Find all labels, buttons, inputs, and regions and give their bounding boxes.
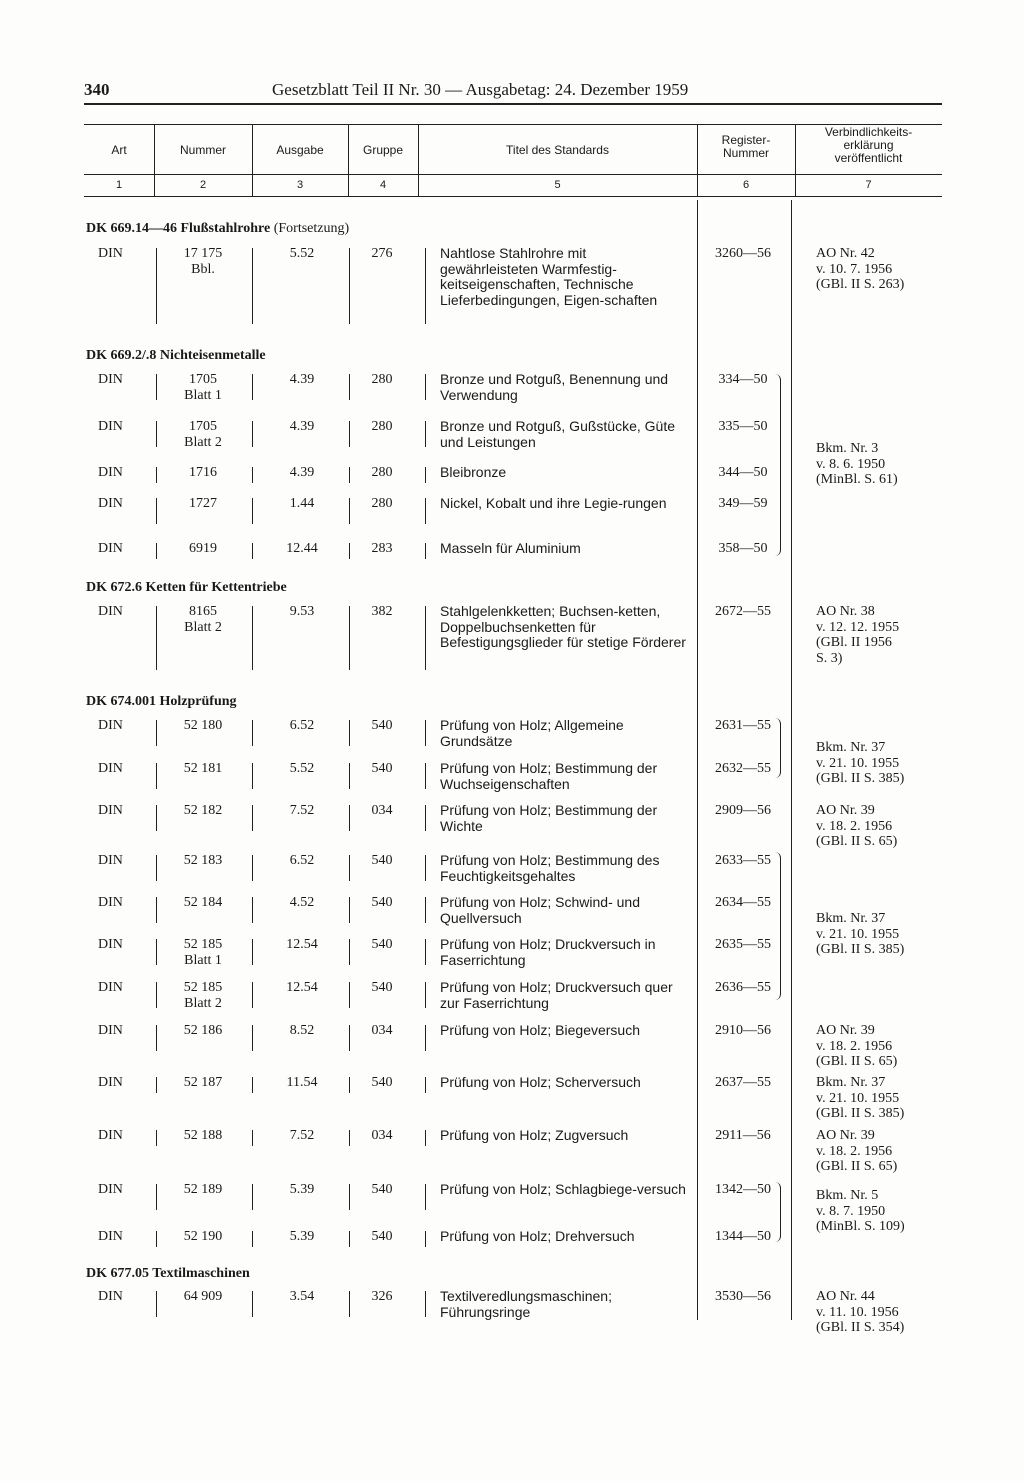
cell-divider: [425, 855, 426, 881]
cell-ausgabe: 7.52: [289, 803, 315, 818]
cell-nummer: 52 184: [183, 895, 223, 910]
cell-ausgabe: 4.52: [289, 895, 315, 910]
cell-gruppe: 540: [371, 1075, 393, 1090]
cell-art: DIN: [98, 604, 123, 619]
cell-nummer: 1705 Blatt 1: [184, 372, 222, 403]
cell-divider: [425, 1130, 426, 1146]
cell-divider: [156, 1231, 157, 1247]
cell-register: 3530—56: [715, 1289, 771, 1304]
cell-verbindlich: AO Nr. 44 v. 11. 10. 1956 (GBl. II S. 354): [816, 1289, 905, 1335]
cell-divider: [349, 421, 350, 447]
cell-divider: [425, 498, 426, 524]
cell-art: DIN: [98, 1128, 123, 1143]
cell-nummer: 52 186: [183, 1023, 223, 1038]
cell-divider: [425, 720, 426, 746]
cell-gruppe: 540: [371, 1182, 393, 1197]
cell-art: DIN: [98, 980, 123, 995]
cell-titel: Nahtlose Stahlrohre mit gewährleisteten Warmfestig-keitseigenschaften, Technische Lieferbedingungen, Eigen-schaften: [440, 245, 658, 308]
cell-divider: [425, 1077, 426, 1093]
cell-divider: [349, 467, 350, 483]
cell-ausgabe: 7.52: [289, 1128, 315, 1143]
cell-art: DIN: [98, 419, 123, 434]
cell-verbindlich: AO Nr. 38 v. 12. 12. 1955 (GBl. II 1956 S. 3): [816, 604, 900, 666]
cell-verbindlich: Bkm. Nr. 37 v. 21. 10. 1955 (GBl. II S. 385): [816, 740, 905, 786]
cell-titel: Prüfung von Holz; Bestimmung der Wuchseigenschaften: [440, 760, 658, 792]
page-number: 340: [84, 80, 110, 99]
cell-divider: [425, 939, 426, 965]
cell-nummer: 52 185 Blatt 1: [183, 937, 223, 968]
cell-divider: [156, 374, 157, 400]
cell-gruppe: 540: [371, 761, 393, 776]
cell-ausgabe: 6.52: [289, 718, 315, 733]
cell-gruppe: 540: [371, 980, 393, 995]
cell-register: 2636—55: [715, 980, 771, 995]
cell-verbindlich: Bkm. Nr. 3 v. 8. 6. 1950 (MinBl. S. 61): [816, 441, 898, 487]
cell-divider: [252, 1231, 253, 1247]
col-header-nummer: Nummer: [179, 143, 226, 157]
brace: [774, 718, 781, 778]
cell-art: DIN: [98, 718, 123, 733]
cell-divider: [156, 855, 157, 881]
cell-divider: [252, 1130, 253, 1146]
cell-divider: [349, 939, 350, 965]
cell-divider: [252, 720, 253, 746]
cell-ausgabe: 4.39: [289, 465, 315, 480]
cell-register: 335—50: [718, 419, 768, 434]
cell-divider: [349, 606, 350, 670]
cell-divider: [349, 543, 350, 559]
cell-gruppe: 540: [371, 937, 393, 952]
cell-divider: [156, 1077, 157, 1093]
cell-divider: [252, 982, 253, 1008]
cell-gruppe: 280: [371, 419, 393, 434]
cell-divider: [156, 543, 157, 559]
cell-ausgabe: 12.54: [286, 980, 318, 995]
cell-nummer: 52 189: [183, 1182, 223, 1197]
cell-verbindlich: Bkm. Nr. 5 v. 8. 7. 1950 (MinBl. S. 109): [816, 1188, 905, 1234]
cell-divider: [156, 805, 157, 831]
cell-register: 2631—55: [715, 718, 771, 733]
cell-divider: [349, 498, 350, 524]
cell-register: 344—50: [718, 465, 768, 480]
cell-divider: [349, 248, 350, 324]
brace: [774, 1182, 781, 1242]
cell-register: 2635—55: [715, 937, 771, 952]
cell-titel: Prüfung von Holz; Bestimmung des Feuchtigkeitsgehaltes: [440, 852, 660, 884]
cell-divider: [252, 498, 253, 524]
cell-divider: [349, 1025, 350, 1051]
section-heading: DK 669.2/.8 Nichteisenmetalle: [86, 348, 266, 363]
cell-divider: [156, 421, 157, 447]
cell-gruppe: 280: [371, 465, 393, 480]
cell-divider: [349, 1077, 350, 1093]
cell-register: 2911—56: [715, 1128, 771, 1143]
cell-art: DIN: [98, 496, 123, 511]
cell-nummer: 52 180: [183, 718, 223, 733]
cell-divider: [425, 897, 426, 923]
cell-divider: [425, 374, 426, 400]
col-header-verbindlich: Verbindlichkeits- erklärung veröffentlicht: [824, 125, 913, 165]
cell-gruppe: 382: [371, 604, 393, 619]
cell-divider: [252, 543, 253, 559]
cell-divider: [156, 467, 157, 483]
cell-register: 334—50: [718, 372, 768, 387]
cell-divider: [252, 855, 253, 881]
section-heading: DK 674.001 Holzprüfung: [86, 694, 237, 709]
cell-art: DIN: [98, 853, 123, 868]
section-heading: DK 669.14—46 Flußstahlrohre (Fortsetzung): [86, 221, 350, 236]
cell-nummer: 52 190: [183, 1229, 223, 1244]
cell-art: DIN: [98, 1229, 123, 1244]
cell-divider: [252, 763, 253, 789]
cell-register: 2910—56: [715, 1023, 771, 1038]
cell-ausgabe: 9.53: [289, 604, 315, 619]
cell-gruppe: 540: [371, 718, 393, 733]
cell-divider: [252, 897, 253, 923]
cell-nummer: 6919: [189, 541, 217, 556]
cell-divider: [425, 982, 426, 1008]
col-index: 6: [742, 179, 750, 191]
col-header-art: Art: [111, 143, 127, 157]
cell-divider: [156, 248, 157, 324]
cell-gruppe: 540: [371, 853, 393, 868]
table-top-rule: [84, 124, 942, 125]
cell-register: 2637—55: [715, 1075, 771, 1090]
cell-register: 2632—55: [715, 761, 771, 776]
cell-divider: [156, 1025, 157, 1051]
cell-divider: [425, 467, 426, 483]
section-heading: DK 672.6 Ketten für Kettentriebe: [86, 580, 287, 595]
cell-verbindlich: Bkm. Nr. 37 v. 21. 10. 1955 (GBl. II S. 385): [816, 911, 905, 957]
cell-register: 3260—56: [715, 246, 771, 261]
col-header-ausgabe: Ausgabe: [276, 143, 324, 157]
cell-ausgabe: 12.54: [286, 937, 318, 952]
cell-nummer: 52 181: [183, 761, 223, 776]
register-col-right-rule: [791, 200, 792, 1320]
cell-verbindlich: AO Nr. 39 v. 18. 2. 1956 (GBl. II S. 65): [816, 803, 898, 849]
cell-register: 349—59: [718, 496, 768, 511]
cell-divider: [349, 1231, 350, 1247]
cell-divider: [252, 421, 253, 447]
cell-divider: [349, 720, 350, 746]
cell-nummer: 52 187: [183, 1075, 223, 1090]
cell-nummer: 52 188: [183, 1128, 223, 1143]
cell-art: DIN: [98, 541, 123, 556]
cell-art: DIN: [98, 1182, 123, 1197]
cell-nummer: 52 183: [183, 853, 223, 868]
cell-register: 2633—55: [715, 853, 771, 868]
cell-ausgabe: 3.54: [289, 1289, 315, 1304]
cell-nummer: 52 185 Blatt 2: [183, 980, 223, 1011]
cell-verbindlich: AO Nr. 39 v. 18. 2. 1956 (GBl. II S. 65): [816, 1128, 898, 1174]
cell-register: 2672—55: [715, 604, 771, 619]
cell-ausgabe: 4.39: [289, 372, 315, 387]
col-index: 4: [379, 179, 387, 191]
cell-nummer: 1727: [189, 496, 217, 511]
cell-titel: Prüfung von Holz; Druckversuch quer zur Faserrichtung: [440, 979, 673, 1011]
cell-gruppe: 540: [371, 895, 393, 910]
cell-titel: Bleibronze: [440, 464, 507, 480]
cell-divider: [425, 1291, 426, 1317]
cell-titel: Bronze und Rotguß, Gußstücke, Güte und Leistungen: [440, 418, 676, 450]
cell-titel: Prüfung von Holz; Allgemeine Grundsätze: [440, 717, 624, 749]
cell-divider: [425, 1231, 426, 1247]
cell-art: DIN: [98, 937, 123, 952]
cell-titel: Prüfung von Holz; Biegeversuch: [440, 1022, 640, 1038]
cell-art: DIN: [98, 761, 123, 776]
cell-divider: [156, 982, 157, 1008]
cell-divider: [425, 1025, 426, 1051]
cell-divider: [349, 855, 350, 881]
cell-art: DIN: [98, 1075, 123, 1090]
cell-ausgabe: 6.52: [289, 853, 315, 868]
cell-divider: [252, 805, 253, 831]
table-header-rule: [84, 174, 942, 175]
col-index: 7: [865, 179, 872, 191]
cell-verbindlich: AO Nr. 39 v. 18. 2. 1956 (GBl. II S. 65): [816, 1023, 898, 1069]
cell-ausgabe: 8.52: [289, 1023, 315, 1038]
register-col-left-rule: [697, 200, 698, 1320]
col-header-register: Register- Nummer: [721, 133, 771, 160]
cell-divider: [156, 763, 157, 789]
cell-ausgabe: 5.52: [289, 761, 315, 776]
col-index: 5: [554, 179, 561, 191]
brace: [774, 374, 781, 556]
cell-register: 2909—56: [715, 803, 771, 818]
cell-divider: [425, 763, 426, 789]
col-index: 3: [296, 179, 304, 191]
cell-ausgabe: 12.44: [286, 541, 318, 556]
cell-divider: [156, 1130, 157, 1146]
table-index-rule: [84, 196, 942, 197]
section-heading: DK 677.05 Textilmaschinen: [86, 1266, 250, 1281]
cell-ausgabe: 1.44: [289, 496, 315, 511]
cell-nummer: 1716: [189, 465, 217, 480]
cell-titel: Bronze und Rotguß, Benennung und Verwendung: [440, 371, 669, 403]
cell-gruppe: 034: [371, 1023, 393, 1038]
cell-divider: [349, 1184, 350, 1210]
cell-divider: [349, 763, 350, 789]
cell-titel: Prüfung von Holz; Schlagbiege-versuch: [440, 1181, 686, 1197]
cell-divider: [425, 421, 426, 447]
col-index: 1: [115, 179, 123, 191]
cell-divider: [252, 606, 253, 670]
cell-divider: [156, 897, 157, 923]
cell-divider: [156, 720, 157, 746]
cell-nummer: 52 182: [183, 803, 223, 818]
cell-divider: [252, 1025, 253, 1051]
cell-divider: [349, 982, 350, 1008]
cell-verbindlich: AO Nr. 42 v. 10. 7. 1956 (GBl. II S. 263): [816, 246, 905, 292]
cell-titel: Prüfung von Holz; Bestimmung der Wichte: [440, 802, 658, 834]
cell-ausgabe: 5.52: [289, 246, 315, 261]
cell-divider: [349, 897, 350, 923]
cell-titel: Prüfung von Holz; Scherversuch: [440, 1074, 641, 1090]
cell-divider: [156, 939, 157, 965]
cell-art: DIN: [98, 1023, 123, 1038]
cell-register: 2634—55: [715, 895, 771, 910]
col-index: 2: [199, 179, 207, 191]
page-title: Gesetzblatt Teil II Nr. 30 — Ausgabetag: 24. Dezember 1959: [272, 80, 689, 99]
cell-verbindlich: Bkm. Nr. 37 v. 21. 10. 1955 (GBl. II S. 385): [816, 1075, 905, 1121]
cell-nummer: 17 175 Bbl.: [183, 246, 223, 277]
cell-divider: [252, 248, 253, 324]
col-header-gruppe: Gruppe: [362, 143, 404, 157]
cell-gruppe: 280: [371, 496, 393, 511]
cell-ausgabe: 5.39: [289, 1182, 315, 1197]
cell-titel: Stahlgelenkketten; Buchsen-ketten, Doppelbuchsenketten für Befestigungsglieder für stetige Förderer: [440, 603, 686, 650]
cell-divider: [252, 939, 253, 965]
cell-gruppe: 280: [371, 372, 393, 387]
cell-ausgabe: 5.39: [289, 1229, 315, 1244]
cell-divider: [252, 1184, 253, 1210]
cell-divider: [425, 543, 426, 559]
cell-ausgabe: 4.39: [289, 419, 315, 434]
cell-divider: [156, 606, 157, 670]
cell-ausgabe: 11.54: [286, 1075, 318, 1090]
cell-divider: [349, 374, 350, 400]
cell-divider: [349, 1130, 350, 1146]
cell-titel: Nickel, Kobalt und ihre Legie-rungen: [440, 495, 667, 511]
cell-gruppe: 283: [371, 541, 393, 556]
cell-titel: Masseln für Aluminium: [440, 540, 581, 556]
cell-nummer: 64 909: [183, 1289, 223, 1304]
cell-titel: Prüfung von Holz; Zugversuch: [440, 1127, 629, 1143]
cell-art: DIN: [98, 895, 123, 910]
cell-titel: Prüfung von Holz; Schwind- und Quellversuch: [440, 894, 640, 926]
cell-gruppe: 276: [371, 246, 393, 261]
cell-art: DIN: [98, 246, 123, 261]
cell-divider: [425, 606, 426, 670]
cell-divider: [349, 1291, 350, 1317]
cell-divider: [425, 248, 426, 324]
cell-gruppe: 034: [371, 803, 393, 818]
cell-divider: [156, 1291, 157, 1317]
cell-art: DIN: [98, 465, 123, 480]
cell-titel: Prüfung von Holz; Drehversuch: [440, 1228, 635, 1244]
cell-gruppe: 540: [371, 1229, 393, 1244]
cell-divider: [252, 1077, 253, 1093]
cell-divider: [156, 1184, 157, 1210]
cell-divider: [252, 374, 253, 400]
cell-art: DIN: [98, 372, 123, 387]
cell-art: DIN: [98, 803, 123, 818]
cell-divider: [252, 1291, 253, 1317]
cell-divider: [252, 467, 253, 483]
cell-register: 1342—50: [715, 1182, 771, 1197]
brace: [774, 852, 781, 1000]
cell-nummer: 1705 Blatt 2: [184, 419, 222, 450]
cell-divider: [156, 498, 157, 524]
cell-gruppe: 034: [371, 1128, 393, 1143]
cell-divider: [425, 805, 426, 831]
col-header-titel: Titel des Standards: [506, 143, 609, 157]
cell-register: 1344—50: [715, 1229, 771, 1244]
cell-gruppe: 326: [371, 1289, 393, 1304]
cell-titel: Textilveredlungsmaschinen; Führungsringe: [440, 1288, 612, 1320]
cell-titel: Prüfung von Holz; Druckversuch in Faserrichtung: [440, 936, 656, 968]
cell-nummer: 8165 Blatt 2: [184, 604, 222, 635]
cell-register: 358—50: [718, 541, 768, 556]
header-rule: [84, 103, 942, 105]
cell-art: DIN: [98, 1289, 123, 1304]
cell-divider: [425, 1184, 426, 1210]
cell-divider: [349, 805, 350, 831]
